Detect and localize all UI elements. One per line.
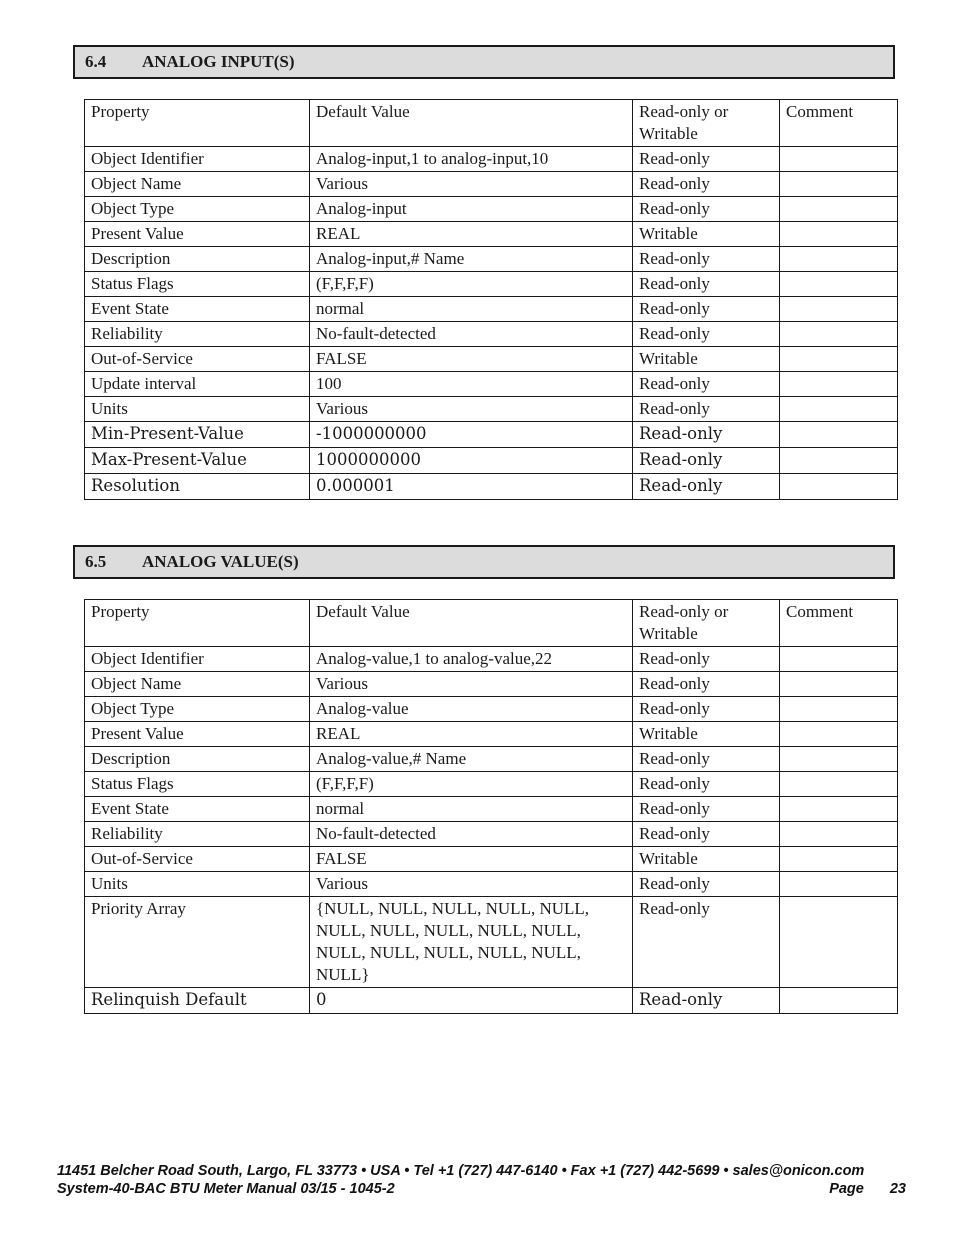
- access-cell: Read-only: [633, 272, 780, 297]
- column-header: Comment: [780, 100, 898, 147]
- table-row: [85, 988, 898, 1014]
- comment-cell: [780, 147, 898, 172]
- property-cell: Event State: [85, 797, 310, 822]
- default-value-cell: Various: [310, 397, 633, 422]
- property-cell: Object Name: [85, 172, 310, 197]
- property-cell: Reliability: [85, 822, 310, 847]
- column-header: Comment: [780, 600, 898, 647]
- table-header-row: [85, 100, 898, 147]
- property-cell: Description: [85, 247, 310, 272]
- property-cell: Object Identifier: [85, 147, 310, 172]
- table-row: [85, 672, 898, 697]
- footer-page: [829, 1181, 906, 1197]
- comment-cell: [780, 722, 898, 747]
- property-cell: Min-Present-Value: [85, 422, 310, 448]
- table-row: [85, 847, 898, 872]
- property-cell: Object Type: [85, 197, 310, 222]
- access-cell: Read-only: [633, 297, 780, 322]
- table-row: [85, 747, 898, 772]
- comment-cell: [780, 322, 898, 347]
- access-cell: Read-only: [633, 397, 780, 422]
- property-cell: Object Identifier: [85, 647, 310, 672]
- access-cell: Read-only: [633, 988, 780, 1014]
- default-value-cell: FALSE: [310, 347, 633, 372]
- table-row: [85, 647, 898, 672]
- page-footer: [57, 1163, 906, 1197]
- access-cell: Read-only: [633, 697, 780, 722]
- property-cell: Units: [85, 397, 310, 422]
- access-cell: Read-only: [633, 197, 780, 222]
- default-value-cell: Analog-input,# Name: [310, 247, 633, 272]
- access-cell: Writable: [633, 722, 780, 747]
- property-cell: Status Flags: [85, 772, 310, 797]
- section-number: 6.5: [85, 552, 107, 571]
- access-cell: Read-only: [633, 147, 780, 172]
- table-row: [85, 197, 898, 222]
- access-cell: Writable: [633, 222, 780, 247]
- comment-cell: [780, 797, 898, 822]
- access-cell: Read-only: [633, 422, 780, 448]
- comment-cell: [780, 772, 898, 797]
- access-cell: Read-only: [633, 172, 780, 197]
- property-cell: Out-of-Service: [85, 347, 310, 372]
- access-cell: Read-only: [633, 372, 780, 397]
- property-cell: Priority Array: [85, 897, 310, 988]
- comment-cell: [780, 672, 898, 697]
- section-number: 6.4: [85, 52, 107, 71]
- column-header: Property: [85, 600, 310, 647]
- access-cell: Read-only: [633, 672, 780, 697]
- comment-cell: [780, 347, 898, 372]
- default-value-cell: (F,F,F,F): [310, 772, 633, 797]
- table-row: [85, 147, 898, 172]
- table-row: [85, 722, 898, 747]
- table-row: [85, 474, 898, 500]
- table-row: [85, 697, 898, 722]
- default-value-cell: Various: [310, 672, 633, 697]
- table-row: [85, 422, 898, 448]
- access-cell: Read-only: [633, 897, 780, 988]
- comment-cell: [780, 397, 898, 422]
- default-value-cell: 100: [310, 372, 633, 397]
- table-row: [85, 897, 898, 988]
- comment-cell: [780, 297, 898, 322]
- access-cell: Read-only: [633, 647, 780, 672]
- default-value-cell: {NULL, NULL, NULL, NULL, NULL, NULL, NULL, NULL, NULL, NULL, NULL, NULL, NULL, NULL, NULL, NULL}: [310, 897, 633, 988]
- table-row: [85, 247, 898, 272]
- default-value-cell: normal: [310, 297, 633, 322]
- default-value-cell: Various: [310, 872, 633, 897]
- column-header: Default Value: [310, 600, 633, 647]
- comment-cell: [780, 897, 898, 988]
- access-cell: Read-only: [633, 247, 780, 272]
- page-number: 23: [889, 1181, 906, 1197]
- comment-cell: [780, 197, 898, 222]
- table-row: [85, 322, 898, 347]
- property-cell: Units: [85, 872, 310, 897]
- table-row: [85, 172, 898, 197]
- comment-cell: [780, 372, 898, 397]
- column-header: Read-only or Writable: [633, 600, 780, 647]
- column-header: Property: [85, 100, 310, 147]
- property-cell: Update interval: [85, 372, 310, 397]
- footer-manual-title: System-40-BAC BTU Meter Manual 03/15 - 1045-2: [57, 1181, 395, 1197]
- access-cell: Read-only: [633, 474, 780, 500]
- default-value-cell: Analog-input: [310, 197, 633, 222]
- default-value-cell: Analog-value,1 to analog-value,22: [310, 647, 633, 672]
- table-row: [85, 872, 898, 897]
- default-value-cell: normal: [310, 797, 633, 822]
- comment-cell: [780, 247, 898, 272]
- analog-value-properties-table: [84, 599, 898, 1014]
- table-row: [85, 272, 898, 297]
- analog-input-properties-table: [84, 99, 898, 500]
- section-header-analog-values: [73, 545, 895, 579]
- default-value-cell: 0: [310, 988, 633, 1014]
- default-value-cell: 1000000000: [310, 448, 633, 474]
- comment-cell: [780, 222, 898, 247]
- default-value-cell: (F,F,F,F): [310, 272, 633, 297]
- comment-cell: [780, 847, 898, 872]
- property-cell: Out-of-Service: [85, 847, 310, 872]
- table-row: [85, 297, 898, 322]
- default-value-cell: Analog-input,1 to analog-input,10: [310, 147, 633, 172]
- access-cell: Read-only: [633, 872, 780, 897]
- comment-cell: [780, 988, 898, 1014]
- comment-cell: [780, 872, 898, 897]
- access-cell: Writable: [633, 347, 780, 372]
- default-value-cell: Analog-value,# Name: [310, 747, 633, 772]
- default-value-cell: FALSE: [310, 847, 633, 872]
- table-header-row: [85, 600, 898, 647]
- access-cell: Read-only: [633, 822, 780, 847]
- access-cell: Read-only: [633, 448, 780, 474]
- column-header: Read-only or Writable: [633, 100, 780, 147]
- footer-address: 11451 Belcher Road South, Largo, FL 33773 • USA • Tel +1 (727) 447-6140 • Fax +1 (727) 442-5699 • sales@onicon.com: [57, 1163, 865, 1179]
- access-cell: Read-only: [633, 322, 780, 347]
- comment-cell: [780, 647, 898, 672]
- access-cell: Writable: [633, 847, 780, 872]
- property-cell: Relinquish Default: [85, 988, 310, 1014]
- property-cell: Object Type: [85, 697, 310, 722]
- table-row: [85, 397, 898, 422]
- default-value-cell: REAL: [310, 222, 633, 247]
- access-cell: Read-only: [633, 747, 780, 772]
- table-row: [85, 347, 898, 372]
- property-cell: Present Value: [85, 722, 310, 747]
- property-cell: Present Value: [85, 222, 310, 247]
- comment-cell: [780, 747, 898, 772]
- default-value-cell: 0.000001: [310, 474, 633, 500]
- table-row: [85, 372, 898, 397]
- table-row: [85, 797, 898, 822]
- comment-cell: [780, 822, 898, 847]
- column-header: Default Value: [310, 100, 633, 147]
- default-value-cell: -1000000000: [310, 422, 633, 448]
- property-cell: Object Name: [85, 672, 310, 697]
- section-title: ANALOG VALUE(S): [142, 552, 299, 571]
- access-cell: Read-only: [633, 797, 780, 822]
- property-cell: Max-Present-Value: [85, 448, 310, 474]
- property-cell: Resolution: [85, 474, 310, 500]
- table-row: [85, 448, 898, 474]
- property-cell: Event State: [85, 297, 310, 322]
- access-cell: Read-only: [633, 772, 780, 797]
- table-row: [85, 772, 898, 797]
- default-value-cell: No-fault-detected: [310, 822, 633, 847]
- comment-cell: [780, 697, 898, 722]
- section-header-analog-inputs: [73, 45, 895, 79]
- comment-cell: [780, 422, 898, 448]
- table-row: [85, 822, 898, 847]
- table-row: [85, 222, 898, 247]
- default-value-cell: REAL: [310, 722, 633, 747]
- default-value-cell: No-fault-detected: [310, 322, 633, 347]
- default-value-cell: Various: [310, 172, 633, 197]
- page-label: Page: [829, 1181, 864, 1197]
- comment-cell: [780, 448, 898, 474]
- default-value-cell: Analog-value: [310, 697, 633, 722]
- property-cell: Description: [85, 747, 310, 772]
- comment-cell: [780, 172, 898, 197]
- comment-cell: [780, 272, 898, 297]
- comment-cell: [780, 474, 898, 500]
- section-title: ANALOG INPUT(S): [142, 52, 295, 71]
- property-cell: Reliability: [85, 322, 310, 347]
- property-cell: Status Flags: [85, 272, 310, 297]
